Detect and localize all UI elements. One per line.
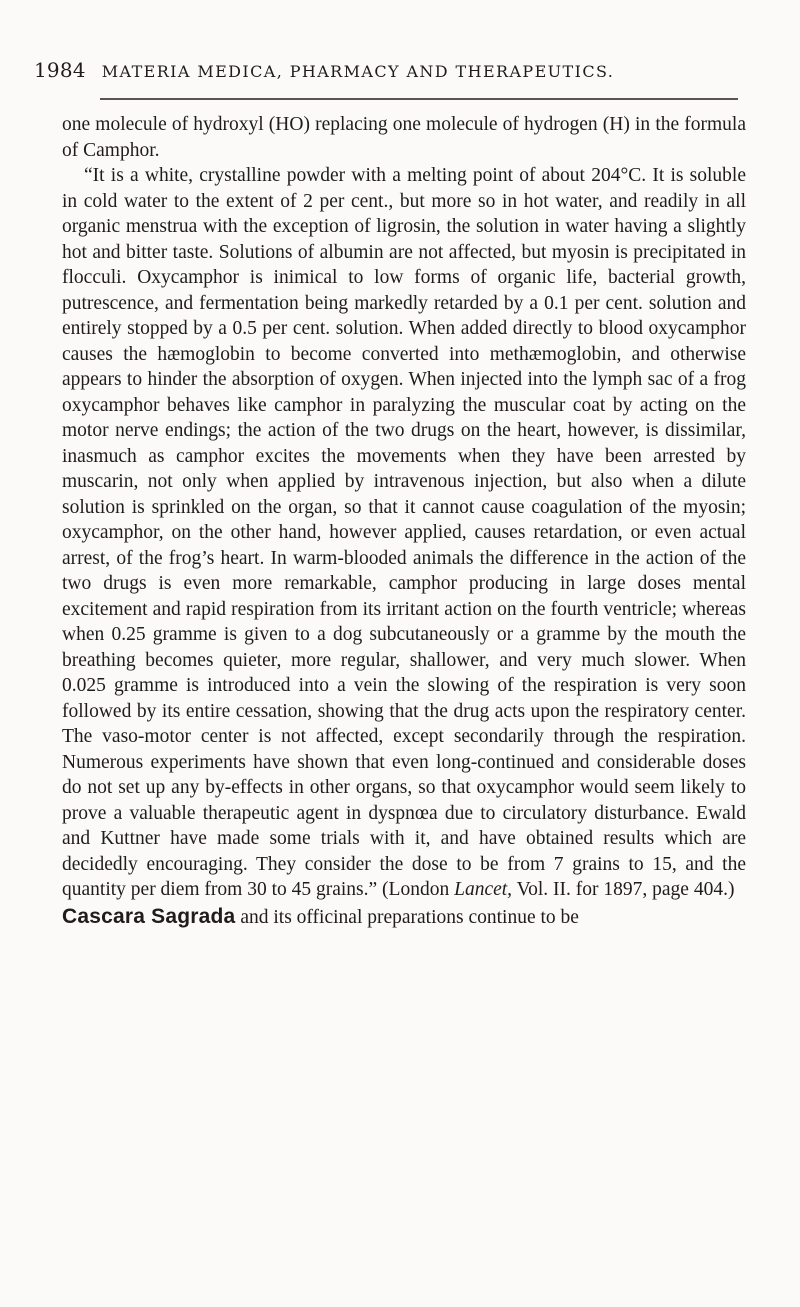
paragraph-2-text-b: Vol. II. for 1897, page 404.) xyxy=(512,879,735,900)
header-rule xyxy=(100,98,738,100)
page-body xyxy=(62,112,746,1242)
paragraph-1-text: one molecule of hydroxyl (HO) replacing one molecule of hydrogen (H) in the formula of Camphor. xyxy=(62,114,746,161)
paragraph-3 xyxy=(62,904,746,931)
running-header xyxy=(34,58,754,82)
section-term: Cascara Sagrada xyxy=(62,904,236,928)
journal-name: Lancet, xyxy=(454,879,513,900)
paragraph-1 xyxy=(62,112,746,163)
paragraph-2 xyxy=(62,163,746,903)
paragraph-3-text: and its officinal preparations continue to be xyxy=(235,906,579,928)
running-title: MATERIA MEDICA, PHARMACY AND THERAPEUTICS. xyxy=(101,62,615,81)
page-number: 1984 xyxy=(34,58,86,82)
paragraph-2-text-a: “It is a white, crystalline powder with a melting point of about 204°C. It is soluble in cold water to the extent of 2 per cent., but more so in hot water, and readily in all organic menstrua with the exception of ligrosin, the solution in water having a slightly hot and bitter taste. Solutions of albumin are not affected, but myosin is precipitated in flocculi. Oxycamphor is inimical to low forms of organic life, bacterial growth, putrescence, and fermentation being markedly retarded by a 0.1 per cent. solution and entirely stopped by a 0.5 per cent. solution. When added directly to blood oxycamphor causes the hæmoglobin to become converted into methæmoglobin, and otherwise appears to hinder the absorption of oxygen. When injected into the lymph sac of a frog oxycamphor behaves like camphor in paralyzing the muscular coat by acting on the motor nerve endings; the action of the two drugs on the heart, however, is dissimilar, inasmuch as camphor excites the movements when they have been arrested by muscarin, not only when applied by intravenous injection, but also when a dilute solution is sprinkled on the organ, so that it cannot cause coagulation of the myosin; oxycamphor, on the other hand, however applied, causes retardation, or even actual arrest, of the frog’s heart. In warm-blooded animals the difference in the action of the two drugs is even more remarkable, camphor producing in large doses mental excitement and rapid respiration from its irritant action on the fourth ventricle; whereas when 0.25 gramme is given to a dog subcutaneously or a gramme by the mouth the breathing becomes quieter, more regular, shallower, and very much slower. When 0.025 gramme is introduced into a vein the slowing of the respiration is very soon followed by its entire cessation, showing that the drug acts upon the respiratory center. The vaso-motor center is not affected, except secondarily through the respiration. Numerous experiments have shown that even long-continued and considerable doses do not set up any by-effects in other organs, so that oxycamphor would seem likely to prove a valuable therapeutic agent in dyspnœa due to circulatory disturbance. Ewald and Kuttner have made some trials with it, and have obtained results which are decidedly encouraging. They consider the dose to be from 7 grains to 15, and the quantity per diem from 30 to 45 grains.” (London xyxy=(62,165,746,900)
